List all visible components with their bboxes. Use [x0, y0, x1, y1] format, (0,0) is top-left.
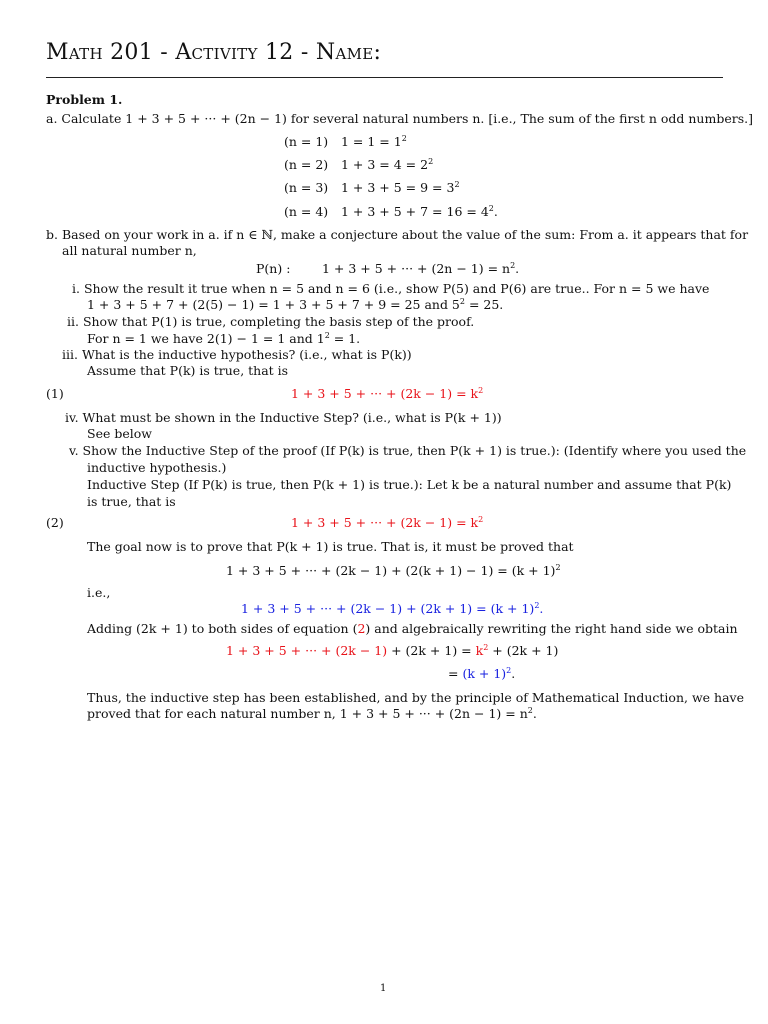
item-iv-line-2: See below: [87, 426, 152, 441]
case-expr-3: $1 + 3 + 5 = 9 = 3^2$: [341, 180, 460, 195]
item-v-line-4: is true, that is: [87, 494, 176, 509]
ie-label: i.e.,: [87, 585, 111, 600]
equation-2-number: (2): [46, 515, 64, 530]
item-v-line-3: Inductive Step (If P(k) is true, then P(k + 1) is true.): Let k be a natural number and assume that P(k): [87, 477, 732, 492]
item-ii-line-1: ii. Show that P(1) is true, completing the basis step of the proof.: [67, 314, 475, 329]
goal-line: The goal now is to prove that P(k + 1) is true. That is, it must be proved that: [87, 539, 574, 554]
part-a-text: a. Calculate 1 + 3 + 5 + ··· + (2n − 1) for several natural numbers n. [i.e., The sum of the first n odd numbers.]: [46, 111, 753, 126]
equation-1-number: (1): [46, 386, 64, 401]
case-label-4: (n = 4): [284, 204, 329, 219]
part-b-line-2: all natural number n,: [62, 243, 197, 258]
goal-equation: 1 + 3 + 5 + ··· + $(2k - 1) + (2(k + 1) - 1) = (k + 1)^2$: [226, 563, 561, 578]
page-number: 1: [380, 983, 387, 994]
derivation-line-1: 1 + 3 + 5 + ··· + $(2k - 1) + (2k + 1) = k^2 + (2k + 1)$: [226, 643, 559, 658]
item-v-line-1: v. Show the Inductive Step of the proof (If P(k) is true, then P(k + 1) is true.): (Identify where you used the: [69, 443, 747, 458]
equation-1: 1 + 3 + 5 + ··· + $(2k - 1) = k^2$: [291, 386, 484, 401]
equation-ref-2: 2: [357, 621, 366, 636]
conjecture-label: P(n) :: [256, 261, 291, 276]
conclusion-line-2: proved that for each natural number n, 1 + 3 + 5 + ··· + $(2n - 1) = n^2$.: [87, 706, 537, 721]
item-i-line-1: i. Show the result it true when n = 5 and n = 6 (i.e., show P(5) and P(6) are true.. For n = 5 we have: [72, 281, 710, 296]
case-expr-1: $1 = 1 = 1^2$: [341, 134, 407, 149]
title-rule: [46, 77, 723, 78]
case-expr-4: $1 + 3 + 5 + 7 = 16 = 4^2$.: [341, 204, 498, 219]
conclusion-line-1: Thus, the inductive step has been established, and by the principle of Mathematical Induction, we have: [87, 690, 744, 705]
item-iv-line-1: iv. What must be shown in the Inductive Step? (i.e., what is P(k + 1)): [65, 410, 502, 425]
case-label-2: (n = 2): [284, 157, 329, 172]
case-label-3: (n = 3): [284, 180, 329, 195]
case-expr-2: $1 + 3 = 4 = 2^2$: [341, 157, 434, 172]
item-ii-line-2: For n = 1 we have 2(1) − 1 = 1 and $1^2 = 1$.: [87, 331, 361, 346]
problem-heading: Problem 1.: [46, 92, 123, 107]
item-iii-line-1: iii. What is the inductive hypothesis? (i.e., what is P(k)): [62, 347, 412, 362]
adding-line: Adding (2k + 1) to both sides of equation (2) and algebraically rewriting the right hand side we obtain: [87, 621, 738, 636]
item-i-line-2: 1 + 3 + 5 + 7 + (2(5) − 1) = 1 + 3 + 5 + 7 + 9 = 25 and $5^2 = 25$.: [87, 297, 504, 312]
item-v-line-2: inductive hypothesis.): [87, 460, 227, 475]
part-b-line-1: b. Based on your work in a. if n ∈ ℕ, make a conjecture about the value of the sum: From a. it appears that for: [46, 227, 749, 242]
goal-equation-simplified: 1 + 3 + 5 + ··· + $(2k - 1) + (2k + 1) = (k + 1)^2$.: [241, 601, 544, 616]
derivation-line-2: = $(k + 1)^2$.: [448, 666, 516, 681]
case-label-1: (n = 1): [284, 134, 329, 149]
equation-2: 1 + 3 + 5 + ··· + $(2k - 1) = k^2$: [291, 515, 484, 530]
item-iii-line-2: Assume that P(k) is true, that is: [87, 363, 289, 378]
conjecture-expr: 1 + 3 + 5 + ··· + $(2n - 1) = n^2$.: [322, 261, 520, 276]
page-title: Math 201 - Activity 12 - Name:: [46, 40, 382, 65]
